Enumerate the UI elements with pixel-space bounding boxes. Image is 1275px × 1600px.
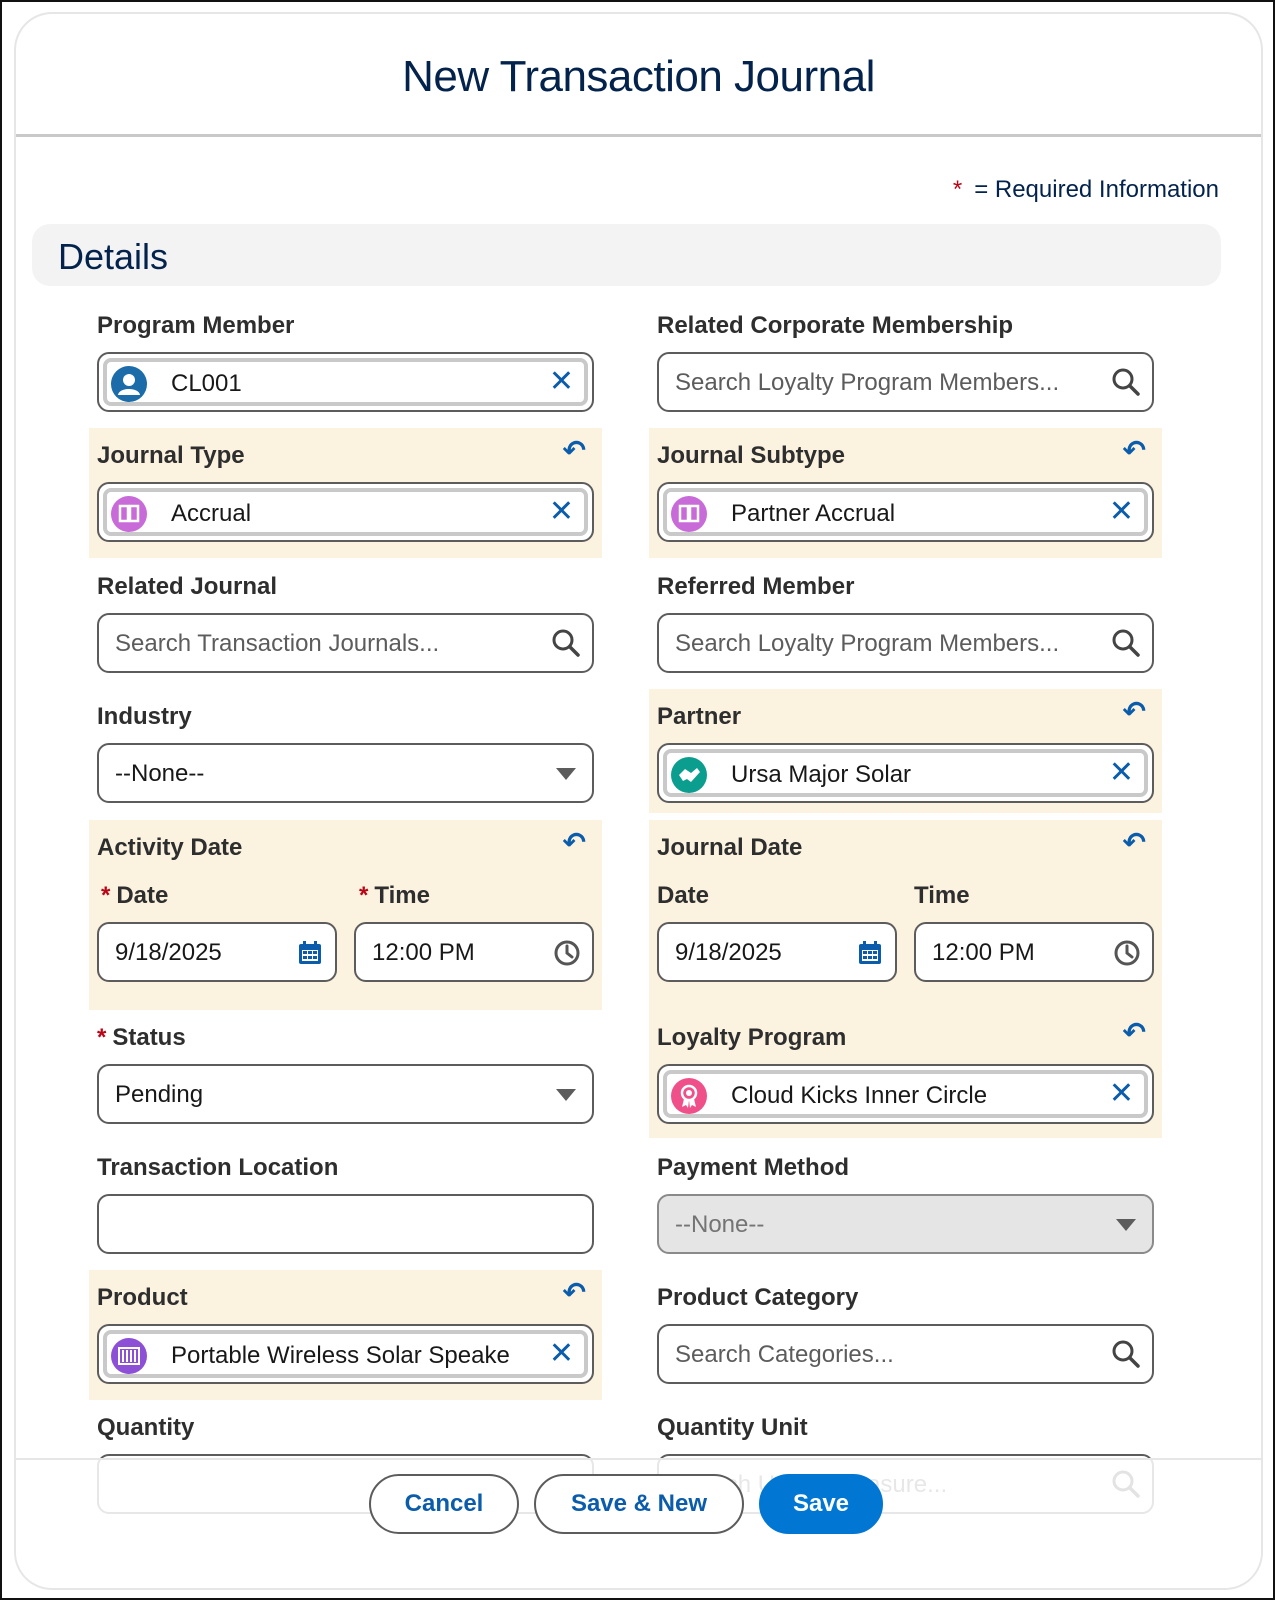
journal-subtype-field [649,428,1162,558]
activity-date-input[interactable] [97,922,337,982]
transaction-location-field [89,1146,602,1266]
status-label: * Status [97,1024,186,1051]
journal-type-lookup[interactable] [97,482,594,542]
product-category-label: Product Category [657,1284,859,1311]
journal-subtype-value: Partner Accrual [731,500,896,527]
transaction-location-input[interactable] [97,1194,594,1254]
program-member-value: CL001 [171,370,242,397]
journal-date-label: Journal Date [657,834,803,861]
activity-time-value: 12:00 PM [372,939,475,966]
loyalty-program-value: Cloud Kicks Inner Circle [731,1082,988,1109]
search-icon [1110,627,1142,659]
undo-icon[interactable]: ↶ [1122,827,1146,858]
partner-pill[interactable] [663,749,1148,797]
referred-member-input[interactable] [657,613,1154,673]
undo-icon[interactable]: ↶ [1122,1017,1146,1048]
book-icon [111,496,147,532]
search-icon [550,627,582,659]
payment-method-value: --None-- [675,1211,765,1238]
related-journal-field [89,565,602,685]
activity-date-value: 9/18/2025 [115,939,222,966]
activity-date-date-label: * Date [101,882,169,909]
undo-icon[interactable]: ↶ [562,827,586,858]
undo-icon[interactable]: ↶ [562,1277,586,1308]
loyalty-program-lookup[interactable] [657,1064,1154,1124]
journal-time-value: 12:00 PM [932,939,1035,966]
product-category-placeholder: Search Categories... [675,1341,894,1368]
required-note [953,176,1219,204]
save-and-new-button[interactable]: Save & New [534,1474,744,1534]
modal-header [16,14,1261,137]
caret-down-icon [556,1089,576,1101]
related-corporate-membership-input[interactable] [657,352,1154,412]
quantity-label: Quantity [97,1414,195,1441]
calendar-icon[interactable] [855,938,885,968]
product-category-field [649,1276,1162,1396]
product-label: Product [97,1284,188,1311]
clear-icon[interactable]: ✕ [1108,495,1134,528]
industry-label: Industry [97,703,192,730]
related-corporate-membership-label: Related Corporate Membership [657,312,1014,339]
required-star: * [952,176,963,203]
undo-icon[interactable]: ↶ [562,435,586,466]
partner-label: Partner [657,703,742,730]
industry-field [89,695,602,815]
partner-lookup[interactable] [657,743,1154,803]
caret-down-icon [556,768,576,780]
program-member-pill[interactable] [103,358,588,406]
undo-icon[interactable]: ↶ [1122,435,1146,466]
referred-member-label: Referred Member [657,573,855,600]
clock-icon[interactable] [552,938,582,968]
journal-date-field [649,820,1162,1138]
partner-field [649,689,1162,813]
save-button[interactable]: Save [759,1474,883,1534]
modal-footer [16,1458,1261,1588]
industry-select[interactable] [97,743,594,803]
undo-icon[interactable]: ↶ [1122,696,1146,727]
referred-member-field [649,565,1162,685]
status-value: Pending [115,1081,204,1108]
status-select[interactable] [97,1064,594,1124]
journal-subtype-label: Journal Subtype [657,442,846,469]
payment-method-label: Payment Method [657,1154,850,1181]
transaction-location-label: Transaction Location [97,1154,339,1181]
journal-date-input[interactable] [657,922,897,982]
section-title: Details [58,236,169,277]
clear-icon[interactable]: ✕ [548,365,574,398]
referred-member-placeholder: Search Loyalty Program Members... [675,630,1060,657]
program-member-label: Program Member [97,312,295,339]
required-note-text: = Required Information [974,176,1219,203]
loyalty-program-label: Loyalty Program [657,1024,847,1051]
clear-icon[interactable]: ✕ [1108,1077,1134,1110]
payment-method-select[interactable] [657,1194,1154,1254]
clear-icon[interactable]: ✕ [548,1337,574,1370]
journal-type-field [89,428,602,558]
status-field [89,1016,602,1136]
caret-down-icon [1116,1219,1136,1231]
journal-type-pill[interactable] [103,488,588,536]
activity-date-label: Activity Date [97,834,243,861]
book-icon [671,496,707,532]
activity-time-input[interactable] [354,922,594,982]
person-icon [111,366,147,402]
page-title: New Transaction Journal [402,52,875,101]
clear-icon[interactable]: ✕ [548,495,574,528]
product-value: Portable Wireless Solar Speake [171,1342,510,1369]
product-pill[interactable] [103,1330,588,1378]
journal-date-date-label: Date [657,882,710,909]
new-transaction-journal-modal [16,14,1261,1588]
search-icon [1110,366,1142,398]
program-member-field [89,304,602,424]
journal-type-label: Journal Type [97,442,245,469]
partner-value: Ursa Major Solar [731,761,912,788]
program-member-lookup[interactable] [97,352,594,412]
payment-method-field [649,1146,1162,1266]
clock-icon[interactable] [1112,938,1142,968]
activity-date-time-label: * Time [359,882,430,909]
journal-subtype-lookup[interactable] [657,482,1154,542]
product-lookup[interactable] [97,1324,594,1384]
journal-type-value: Accrual [171,500,252,527]
activity-date-field [89,820,602,1010]
industry-value: --None-- [115,760,205,787]
cancel-button[interactable]: Cancel [369,1474,519,1534]
product-category-input[interactable] [657,1324,1154,1384]
barcode-icon [111,1338,147,1374]
related-corporate-membership-placeholder: Search Loyalty Program Members... [675,369,1060,396]
search-icon [1110,1338,1142,1370]
details-section-header[interactable] [32,224,1221,286]
journal-subtype-pill[interactable] [663,488,1148,536]
award-icon [671,1078,707,1114]
journal-date-time-label: Time [914,882,970,909]
product-field [89,1270,602,1400]
journal-time-input[interactable] [914,922,1154,982]
handshake-icon [671,757,707,793]
loyalty-program-pill[interactable] [663,1070,1148,1118]
related-journal-label: Related Journal [97,573,278,600]
quantity-unit-label: Quantity Unit [657,1414,808,1441]
journal-date-value: 9/18/2025 [675,939,782,966]
calendar-icon[interactable] [295,938,325,968]
clear-icon[interactable]: ✕ [1108,756,1134,789]
related-journal-placeholder: Search Transaction Journals... [115,630,440,657]
related-corporate-membership-field [649,304,1162,424]
related-journal-input[interactable] [97,613,594,673]
